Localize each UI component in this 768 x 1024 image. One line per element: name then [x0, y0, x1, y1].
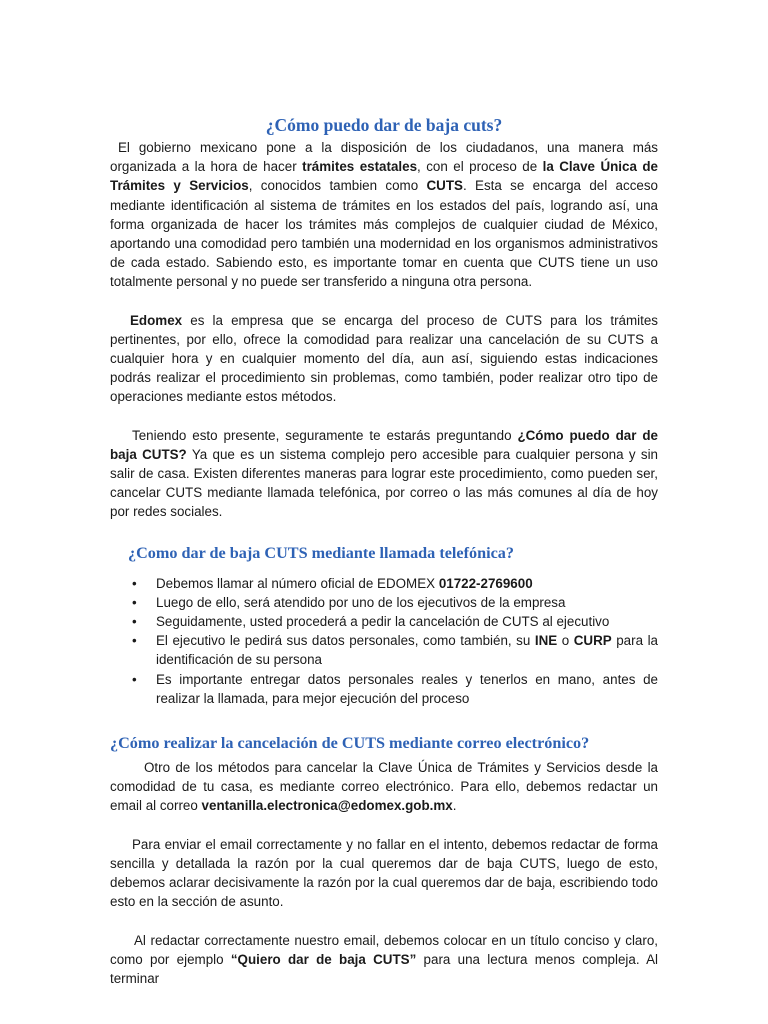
- email-section-heading: ¿Cómo realizar la cancelación de CUTS mediante correo electrónico?: [110, 734, 590, 753]
- text-run: , conocidos tambien como: [248, 178, 427, 194]
- text-run: Es importante entregar datos personales reales y tenerlos en mano, antes de realizar la llamada, para mejor ejecución del proceso: [156, 671, 658, 706]
- bold-text: ¿Cómo puedo dar de baja CUTS?: [110, 427, 658, 462]
- text-run: Luego de ello, será atendido por uno de los ejecutivos de la empresa: [156, 594, 566, 610]
- bold-text: CUTS: [426, 178, 463, 194]
- intro-paragraph: [110, 138, 658, 292]
- text-run: Al redactar correctamente nuestro email, debemos colocar en un título conciso y claro, como por ejemplo: [110, 932, 658, 967]
- text-run: Teniendo esto presente, seguramente te estarás preguntando: [132, 427, 518, 443]
- text-run: Otro de los métodos para cancelar la Clave Única de Trámites y Servicios desde la comodidad de tu casa, es mediante correo electrónico. Para ello, debemos redactar un email al correo: [110, 760, 658, 814]
- bold-text: INE: [534, 633, 558, 649]
- list-item: [110, 593, 658, 612]
- text-run: para una lectura menos compleja. Al terminar: [110, 951, 658, 986]
- text-run: Ya que es un sistema complejo pero accesible para cualquier persona y sin salir de casa. Existen diferentes maneras para lograr este procedimiento, como pueden ser, cancelar CUTS mediante llamada telefónica, por correo o las más comunes al día de hoy por redes sociales.: [110, 446, 658, 520]
- document-content: [110, 114, 658, 988]
- text-run: para la identificación de su persona: [156, 633, 658, 668]
- list-item: [110, 574, 658, 593]
- text-run: o: [557, 633, 574, 649]
- bold-text: “Quiero dar de baja CUTS”: [230, 951, 417, 967]
- phone-steps-list: [110, 574, 658, 708]
- email-intro-paragraph: [110, 758, 658, 816]
- list-item: [110, 670, 658, 708]
- bold-text: la Clave Única de Trámites y Servicios: [110, 159, 658, 194]
- page-title: ¿Cómo puedo dar de baja cuts?: [265, 115, 503, 135]
- text-run: . Esta se encarga del acceso mediante identificación al sistema de trámites en los estados del país, logrando así, una forma organizada de hacer los trámites más complejos de cualquier ciudad de México, aportando una comodidad pero también una modernidad en los organismos administrativos de cada estado. Sabiendo esto, es importante tomar en cuenta que CUTS tiene un uso totalmente personal y no puede ser transferido a ninguna otra persona.: [110, 178, 658, 290]
- bullet-icon: •: [132, 594, 137, 610]
- text-run: El ejecutivo le pedirá sus datos personales, como también, su: [156, 633, 535, 649]
- email-subject-paragraph: [110, 931, 658, 989]
- phone-section-heading: ¿Como dar de baja CUTS mediante llamada telefónica?: [128, 543, 514, 562]
- text-run: es la empresa que se encarga del proceso de CUTS para los trámites pertinentes, por ello, ofrece la comodidad para realizar una cancelación de su CUTS a cualquier hora y en cualquier momento del día, aun así, siguiendo estas indicaciones podrás realizar el procedimiento sin problemas, como también, poder realizar otro tipo de operaciones mediante estos métodos.: [110, 312, 658, 405]
- bullet-icon: •: [132, 671, 137, 687]
- email-address: ventanilla.electronica@edomex.gob.mx: [201, 798, 453, 814]
- question-paragraph: [110, 426, 658, 522]
- bullet-icon: •: [132, 633, 137, 649]
- text-run: , con el proceso de: [417, 159, 543, 175]
- text-run: Debemos llamar al número oficial de EDOMEX: [156, 575, 439, 591]
- text-run: Para enviar el email correctamente y no fallar en el intento, debemos redactar de forma sencilla y detallada la razón por la cual queremos dar de baja CUTS, luego de esto, debemos aclarar decisivamente la razón por la cual queremos dar de baja, escribiendo todo esto en la sección de asunto.: [110, 836, 658, 910]
- list-item: [110, 631, 658, 669]
- email-instructions-paragraph: [110, 835, 658, 912]
- bold-text: CURP: [573, 633, 612, 649]
- bullet-icon: •: [132, 575, 137, 591]
- text-run: El gobierno mexicano pone a la disposición de los ciudadanos, una manera más organizada a la hora de hacer: [110, 140, 658, 175]
- list-item: [110, 612, 658, 631]
- bold-text: trámites estatales: [302, 159, 418, 175]
- text-run: Seguidamente, usted procederá a pedir la cancelación de CUTS al ejecutivo: [156, 614, 610, 630]
- bullet-icon: •: [132, 614, 137, 630]
- edomex-paragraph: [110, 311, 658, 407]
- phone-number: 01722-2769600: [438, 575, 533, 591]
- text-run: .: [452, 798, 457, 814]
- bold-text: Edomex: [130, 312, 183, 328]
